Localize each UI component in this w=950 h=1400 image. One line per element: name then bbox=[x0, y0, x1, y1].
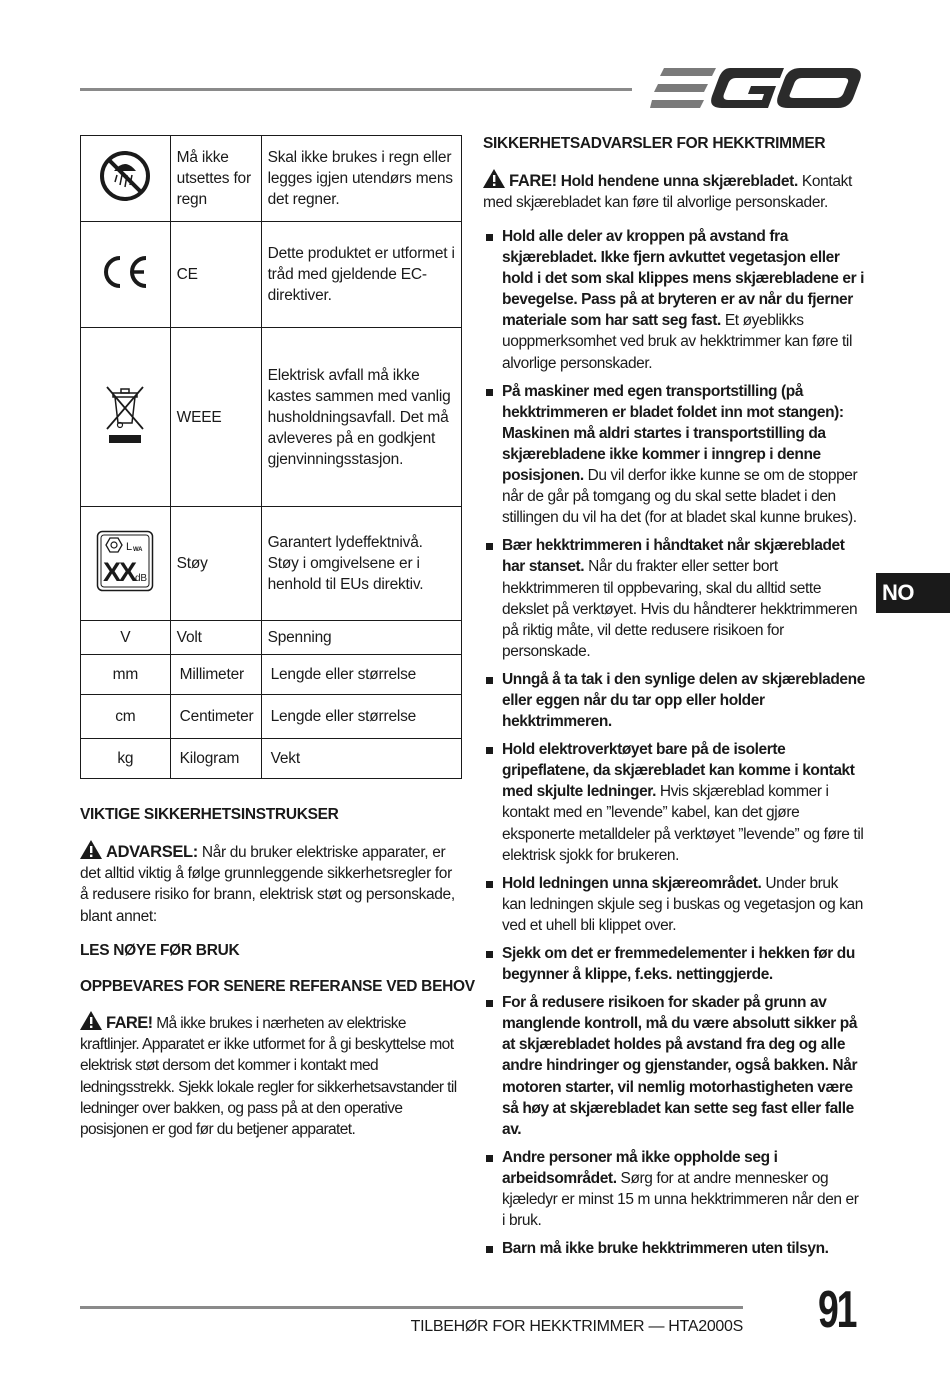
keep-heading: OPPBEVARES FOR SENERE REFERANSE VED BEHOV bbox=[80, 978, 475, 995]
bullet-bold: På maskiner med egen transportstilling (på hekktrimmeren er bladet foldet inn mot stangen): Maskinen må aldri startes i transportstilling da skjærebladene ikke kommer i inngrep i denne posisjonen. bbox=[502, 382, 844, 485]
symbol-description: Spenning bbox=[261, 621, 461, 655]
symbol-name: Volt bbox=[170, 621, 261, 655]
list-item bbox=[483, 1147, 865, 1231]
symbol-description: Lengde eller størrelse bbox=[261, 695, 461, 739]
warning-triangle-icon bbox=[80, 1011, 102, 1030]
symbol-cell: kg bbox=[81, 739, 171, 779]
section-heading: VIKTIGE SIKKERHETSINSTRUKSER bbox=[80, 806, 339, 823]
symbol-cell bbox=[81, 222, 171, 328]
bullet-bold: Andre personer må ikke oppholde seg i arbeidsområdet. bbox=[502, 1148, 778, 1187]
symbol-name: Kilogram bbox=[170, 739, 261, 779]
list-item bbox=[483, 535, 865, 662]
list-item bbox=[483, 381, 865, 529]
warning-triangle-icon bbox=[483, 169, 505, 188]
ce-mark-icon bbox=[100, 255, 150, 289]
symbol-cell bbox=[81, 136, 171, 222]
bullet-bold: Unngå å ta tak i den synlige delen av skjærebladene eller eggen når du tar opp eller holder hekktrimmeren. bbox=[502, 670, 865, 731]
table-row bbox=[81, 655, 462, 695]
symbol-description: Garantert lydeffektnivå. Støy i omgivelsene er i henhold til EUs direktiv. bbox=[261, 507, 461, 621]
bullet-bold: Sjekk om det er fremmedelementer i hekken før du begynner å klippe, f.eks. nettinggjerde. bbox=[502, 945, 855, 984]
symbol-name: Må ikke utsettes for regn bbox=[170, 136, 261, 222]
no-rain-icon bbox=[98, 149, 152, 203]
symbol-name: WEEE bbox=[170, 328, 261, 507]
danger-paragraph bbox=[80, 1011, 464, 1140]
read-heading: LES NØYE FØR BRUK bbox=[80, 942, 240, 959]
bullet-bold: Hold alle deler av kroppen på avstand fra skjærebladet. Ikke fjern avkuttet vegetasjon eller hold i det som skal klippes mens skjærebladene er i bevegelse. Pass på at bryteren er av når du fjerner materiale som har satt seg fast. bbox=[502, 228, 865, 330]
symbol-table bbox=[80, 135, 462, 779]
sound-value: XX bbox=[103, 556, 136, 587]
language-tab: NO bbox=[876, 573, 950, 613]
bullet-bold: Hold elektroverktøyet bare på de isolerte gripeflatene, da skjærebladet kan komme i kontakt med skjulte ledninger. bbox=[502, 741, 855, 801]
footer-rule bbox=[80, 1306, 743, 1309]
symbol-description: Dette produktet er utformet i tråd med gjeldende EC-direktiver. bbox=[261, 222, 461, 328]
weee-bin-icon bbox=[103, 383, 147, 445]
danger-bold-text: Hold hendene unna skjærebladet. bbox=[556, 173, 798, 190]
footer-title: TILBEHØR FOR HEKKTRIMMER — HTA2000S bbox=[410, 1318, 743, 1335]
symbol-cell: mm bbox=[81, 655, 171, 695]
bullet-bold: Hold ledningen unna skjæreområdet. bbox=[502, 874, 762, 892]
symbol-description: Vekt bbox=[261, 739, 461, 779]
list-item bbox=[483, 739, 865, 866]
table-row bbox=[81, 328, 462, 507]
symbol-cell: V bbox=[81, 621, 171, 655]
symbol-name: Millimeter bbox=[170, 655, 261, 695]
list-item bbox=[483, 943, 865, 985]
table-row bbox=[81, 507, 462, 621]
symbol-name: Centimeter bbox=[170, 695, 261, 739]
bullet-bold: For å redusere risikoen for skader på grunn av manglende kontroll, må du være absolutt sikker på at skjærebladet holdes på avstand fra deg og alle andre hindringer og gjenstander, også bakken. Når motoren starter, vil nemlig motorhastigheten være så høy at skjærebladet kan sette seg fast eller falle av. bbox=[502, 994, 858, 1138]
symbol-description: Skal ikke brukes i regn eller legges igjen utendørs mens det regner. bbox=[261, 136, 461, 222]
table-row bbox=[81, 136, 462, 222]
symbol-description: Lengde eller størrelse bbox=[261, 655, 461, 695]
safety-bullet-list bbox=[483, 226, 865, 1266]
sound-unit: dB bbox=[135, 572, 148, 584]
list-item bbox=[483, 873, 865, 936]
bullet-text: Et øyeblikks uoppmerksomhet ved bruk av hekktrimmer kan føre til alvorlige personskader. bbox=[502, 312, 853, 372]
bullet-text: Hvis skjæreblad kommer i kontakt med en ”levende” kabel, kan det gjøre eksponerte metalldeler på verktøyet ”levende” og føre til elektrisk sjokk for brukeren. bbox=[502, 783, 864, 864]
danger-text: Må ikke brukes i nærheten av elektriske kraftlinjer. Apparatet er ikke utformet for å gi beskyttelse mot elektrisk støt dersom det kommer i kontakt med ledningsstrekk. Sjekk lokale regler for sikkerhetsavstander til ledninger over bakken, og pass på at den operative posisjonen er god før du betjener apparatet. bbox=[80, 1015, 457, 1139]
symbol-name: CE bbox=[170, 222, 261, 328]
bullet-text: Sørg for at andre mennesker og kjæledyr er minst 15 m unna hekktrimmeren når den er i bruk. bbox=[502, 1169, 859, 1230]
sound-power-icon bbox=[96, 530, 154, 592]
table-row bbox=[81, 695, 462, 739]
danger-paragraph bbox=[483, 169, 865, 213]
sound-l-label: L bbox=[126, 540, 133, 553]
header-rule bbox=[80, 88, 632, 91]
danger-label: FARE! bbox=[106, 1014, 153, 1032]
danger-label: FARE! bbox=[509, 172, 557, 190]
list-item bbox=[483, 226, 865, 374]
table-row bbox=[81, 621, 462, 655]
ego-logo bbox=[650, 64, 862, 112]
symbol-cell bbox=[81, 507, 171, 621]
symbol-cell bbox=[81, 328, 171, 507]
warning-label: ADVARSEL: bbox=[106, 843, 198, 861]
list-item bbox=[483, 669, 865, 732]
table-row bbox=[81, 222, 462, 328]
list-item bbox=[483, 1238, 865, 1259]
warning-text: Når du bruker elektriske apparater, er det alltid viktig å følge grunnleggende sikkerhetsregler for å redusere risiko for brann, elektrisk støt og personskade, blant annet: bbox=[80, 844, 455, 925]
section-heading: SIKKERHETSADVARSLER FOR HEKKTRIMMER bbox=[483, 135, 826, 152]
symbol-description: Elektrisk avfall må ikke kastes sammen med vanlig husholdningsavfall. Det må avleveres på en godkjent gjenvinningsstasjon. bbox=[261, 328, 461, 507]
list-item bbox=[483, 992, 865, 1140]
bullet-text: Du vil derfor ikke kunne se om de stopper når de går på tomgang og du skal sette bladet i den stillingen du vil ha det (for at bladet skal kunne brukes). bbox=[502, 467, 858, 527]
bullet-bold: Bær hekktrimmeren i håndtaket når skjærebladet har stanset. bbox=[502, 537, 845, 576]
warning-paragraph bbox=[80, 840, 462, 927]
symbol-cell: cm bbox=[81, 695, 171, 739]
sound-l-sub: WA bbox=[133, 546, 143, 553]
page-number: 91 bbox=[818, 1281, 856, 1339]
symbol-name: Støy bbox=[170, 507, 261, 621]
bullet-bold: Barn må ikke bruke hekktrimmeren uten tilsyn. bbox=[502, 1240, 829, 1258]
bullet-text: Når du frakter eller setter bort hekktrimmeren til oppbevaring, skal du alltid sette dekslet på verktøyet. Hvis du håndterer hekktrimmeren på riktig måte, vil dette redusere risikoen for personskade. bbox=[502, 558, 858, 660]
danger-text: Kontakt med skjærebladet kan føre til alvorlige personskader. bbox=[483, 173, 852, 212]
bullet-text: Under bruk kan ledningen skjule seg i buskas og vegetasjon og kan ved et uhell bli klippet over. bbox=[502, 874, 863, 934]
warning-triangle-icon bbox=[80, 840, 102, 859]
table-row bbox=[81, 739, 462, 779]
